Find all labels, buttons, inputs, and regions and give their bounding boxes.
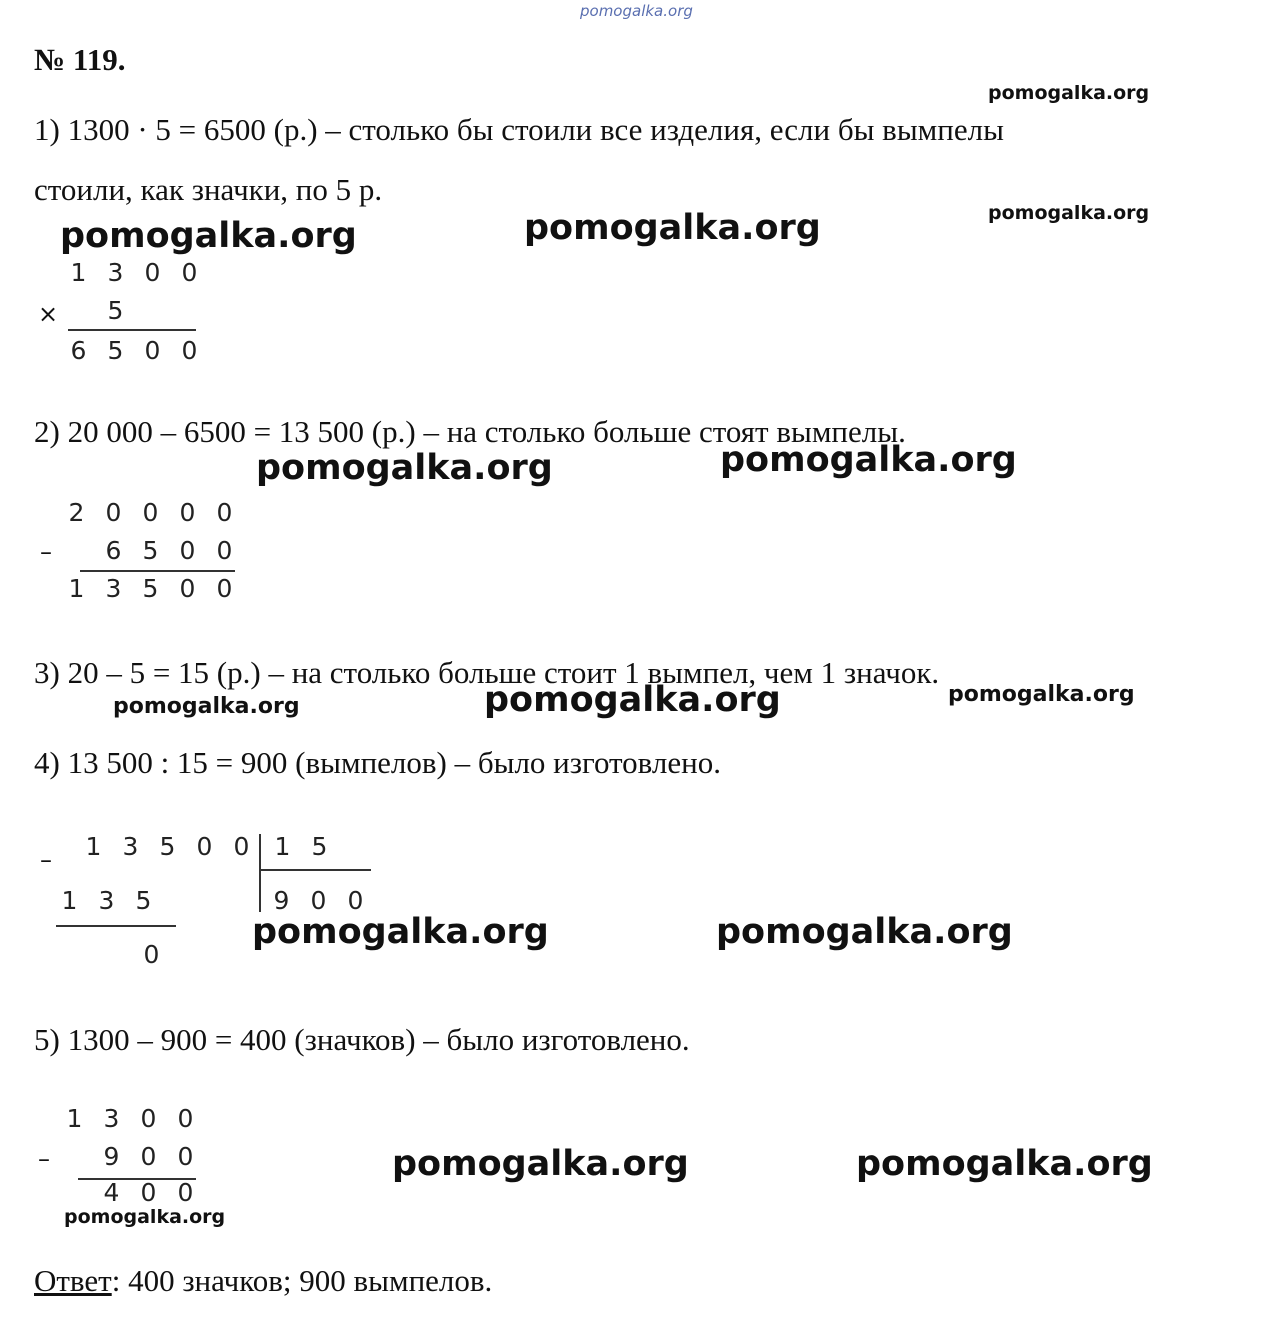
watermark: pomogalka.org (524, 208, 821, 248)
calc2-a: 2 0 0 0 0 (68, 498, 233, 527)
answer (34, 1263, 492, 1299)
calc3-divider-horizontal (259, 869, 371, 871)
watermark: pomogalka.org (720, 440, 1017, 480)
calc3-quotient: 9 0 0 (273, 886, 364, 915)
calc2-b: 6 5 0 0 (105, 536, 233, 565)
step-1-line-1: 1) 1300 · 5 = 6500 (р.) – столько бы стоили все изделия, если бы вымпелы (34, 112, 1004, 147)
step-3: 3) 20 – 5 = 15 (р.) – на столько больше стоит 1 вымпел, чем 1 значок. (34, 655, 940, 690)
watermark: pomogalka.org (392, 1144, 689, 1184)
answer-label: Ответ (34, 1263, 112, 1298)
calc2-sign: – (40, 538, 52, 566)
watermark: pomogalka.org (484, 680, 781, 720)
watermark: pomogalka.org (64, 1206, 226, 1228)
calc1-line (68, 329, 196, 331)
watermark: pomogalka.org (252, 912, 549, 952)
calc4-b: 9 0 0 (103, 1142, 194, 1171)
watermark: pomogalka.org (856, 1144, 1153, 1184)
calc1-b: 5 (107, 296, 124, 325)
calc3-sign: – (40, 846, 52, 874)
calc4-a: 1 3 0 0 (66, 1104, 194, 1133)
problem-number: № 119. (34, 42, 126, 77)
calc3-sub-line (56, 925, 176, 927)
calc2-result: 1 3 5 0 0 (68, 574, 233, 603)
calc4-line (78, 1178, 196, 1180)
top-watermark: pomogalka.org (580, 2, 693, 20)
calc1-a: 1 3 0 0 (70, 258, 198, 287)
step-2: 2) 20 000 – 6500 = 13 500 (р.) – на столько больше стоят вымпелы. (34, 414, 906, 449)
calc4-result: 4 0 0 (103, 1178, 194, 1207)
watermark: pomogalka.org (988, 82, 1150, 104)
watermark: pomogalka.org (113, 694, 300, 719)
answer-text: : 400 значков; 900 вымпелов. (111, 1263, 493, 1298)
calc3-remainder: 0 (143, 940, 160, 969)
step-5: 5) 1300 – 900 = 400 (значков) – было изготовлено. (34, 1022, 690, 1057)
calc3-divider-vertical (259, 834, 261, 912)
watermark: pomogalka.org (948, 682, 1135, 707)
calc4-sign: – (38, 1145, 50, 1173)
calc1-sign: × (38, 300, 59, 328)
watermark: pomogalka.org (716, 912, 1013, 952)
step-4: 4) 13 500 : 15 = 900 (вымпелов) – было изготовлено. (34, 745, 721, 780)
calc2-line (80, 570, 235, 572)
calc3-divisor: 1 5 (274, 832, 328, 861)
watermark: pomogalka.org (988, 202, 1150, 224)
step-1-line-2: стоили, как значки, по 5 р. (34, 172, 383, 207)
watermark: pomogalka.org (256, 448, 553, 488)
calc3-dividend: 1 3 5 0 0 (85, 832, 250, 861)
calc3-sub: 1 3 5 (61, 886, 152, 915)
watermark: pomogalka.org (60, 216, 357, 256)
calc1-result: 6 5 0 0 (70, 336, 198, 365)
